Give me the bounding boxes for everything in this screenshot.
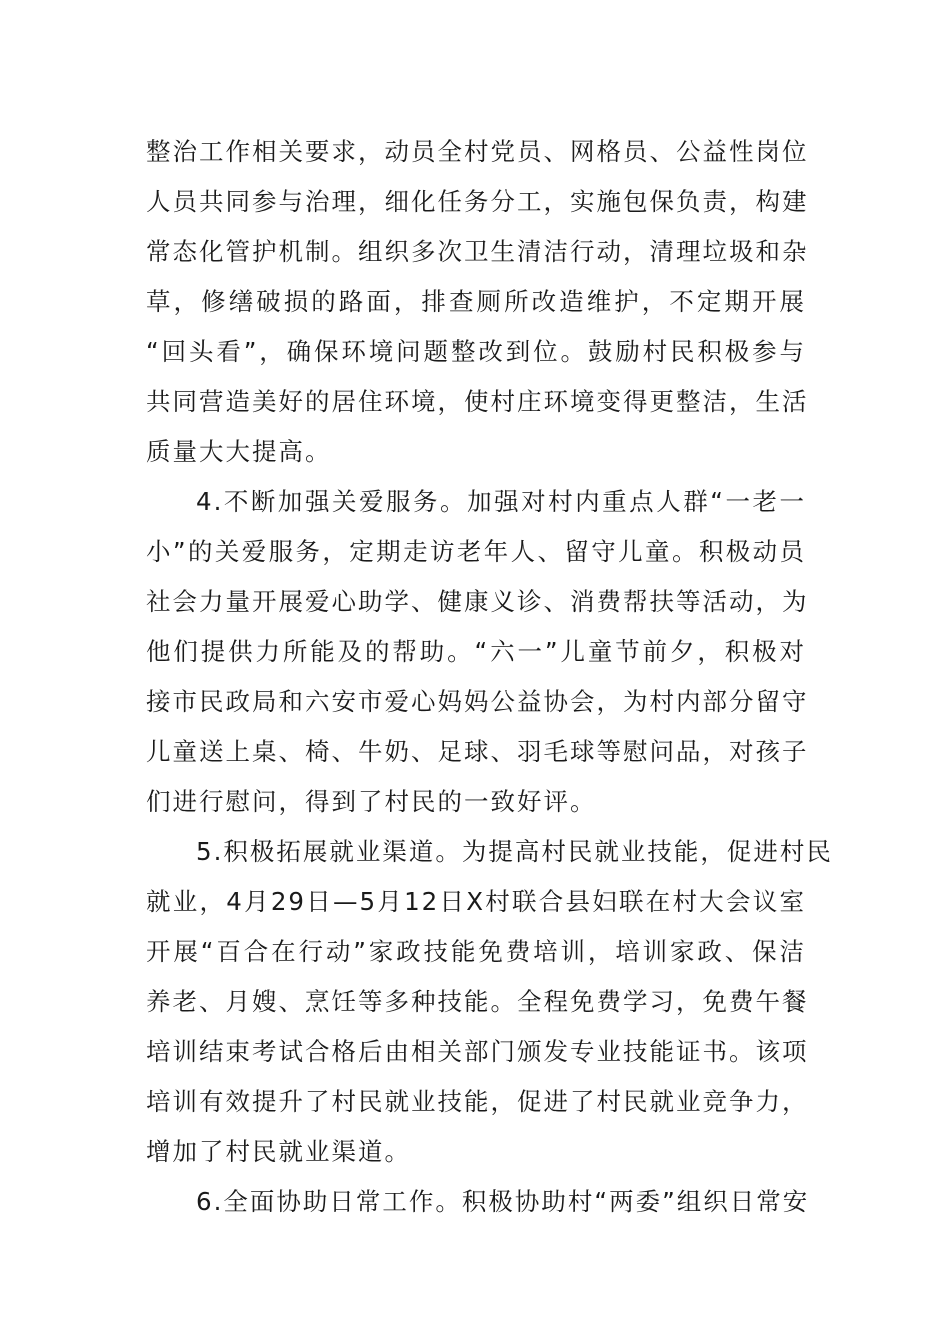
text-line: 开展“百合在行动”家政技能免费培训，培训家政、保洁 bbox=[146, 937, 806, 966]
text-line: “回头看”，确保环境问题整改到位。鼓励村民积极参与 bbox=[146, 337, 806, 366]
text-line: 接市民政局和六安市爱心妈妈公益协会，为村内部分留守 bbox=[146, 687, 809, 716]
text-line: 增加了村民就业渠道。 bbox=[146, 1137, 411, 1166]
text-line: 社会力量开展爱心助学、健康义诊、消费帮扶等活动，为 bbox=[146, 587, 809, 616]
text-line: 就业，4月29日—5月12日X村联合县妇联在村大会议室 bbox=[146, 887, 806, 916]
text-line: 常态化管护机制。组织多次卫生清洁行动，清理垃圾和杂 bbox=[146, 237, 809, 266]
section-heading-line: 5.积极拓展就业渠道。为提高村民就业技能，促进村民 bbox=[196, 837, 833, 866]
text-line: 他们提供力所能及的帮助。“六一”儿童节前夕，积极对 bbox=[146, 637, 806, 666]
text-line: 们进行慰问，得到了村民的一致好评。 bbox=[146, 787, 597, 816]
text-line: 共同营造美好的居住环境，使村庄环境变得更整洁，生活 bbox=[146, 387, 809, 416]
text-line: 草，修缮破损的路面，排查厕所改造维护，不定期开展 bbox=[146, 287, 806, 316]
text-line: 养老、月嫂、烹饪等多种技能。全程免费学习，免费午餐 bbox=[146, 987, 809, 1016]
section-heading-line: 6.全面协助日常工作。积极协助村“两委”组织日常安 bbox=[196, 1187, 810, 1216]
text-line: 培训结束考试合格后由相关部门颁发专业技能证书。该项 bbox=[146, 1037, 809, 1066]
text-line: 小”的关爱服务，定期走访老年人、留守儿童。积极动员 bbox=[146, 537, 806, 566]
text-line: 培训有效提升了村民就业技能，促进了村民就业竞争力， bbox=[146, 1087, 809, 1116]
section-heading-line: 4.不断加强关爱服务。加强对村内重点人群“一老一 bbox=[196, 487, 806, 516]
text-line: 人员共同参与治理，细化任务分工，实施包保负责，构建 bbox=[146, 187, 809, 216]
text-line: 质量大大提高。 bbox=[146, 437, 332, 466]
text-line: 整治工作相关要求，动员全村党员、网格员、公益性岗位 bbox=[146, 137, 809, 166]
text-line: 儿童送上桌、椅、牛奶、足球、羽毛球等慰问品，对孩子 bbox=[146, 737, 809, 766]
